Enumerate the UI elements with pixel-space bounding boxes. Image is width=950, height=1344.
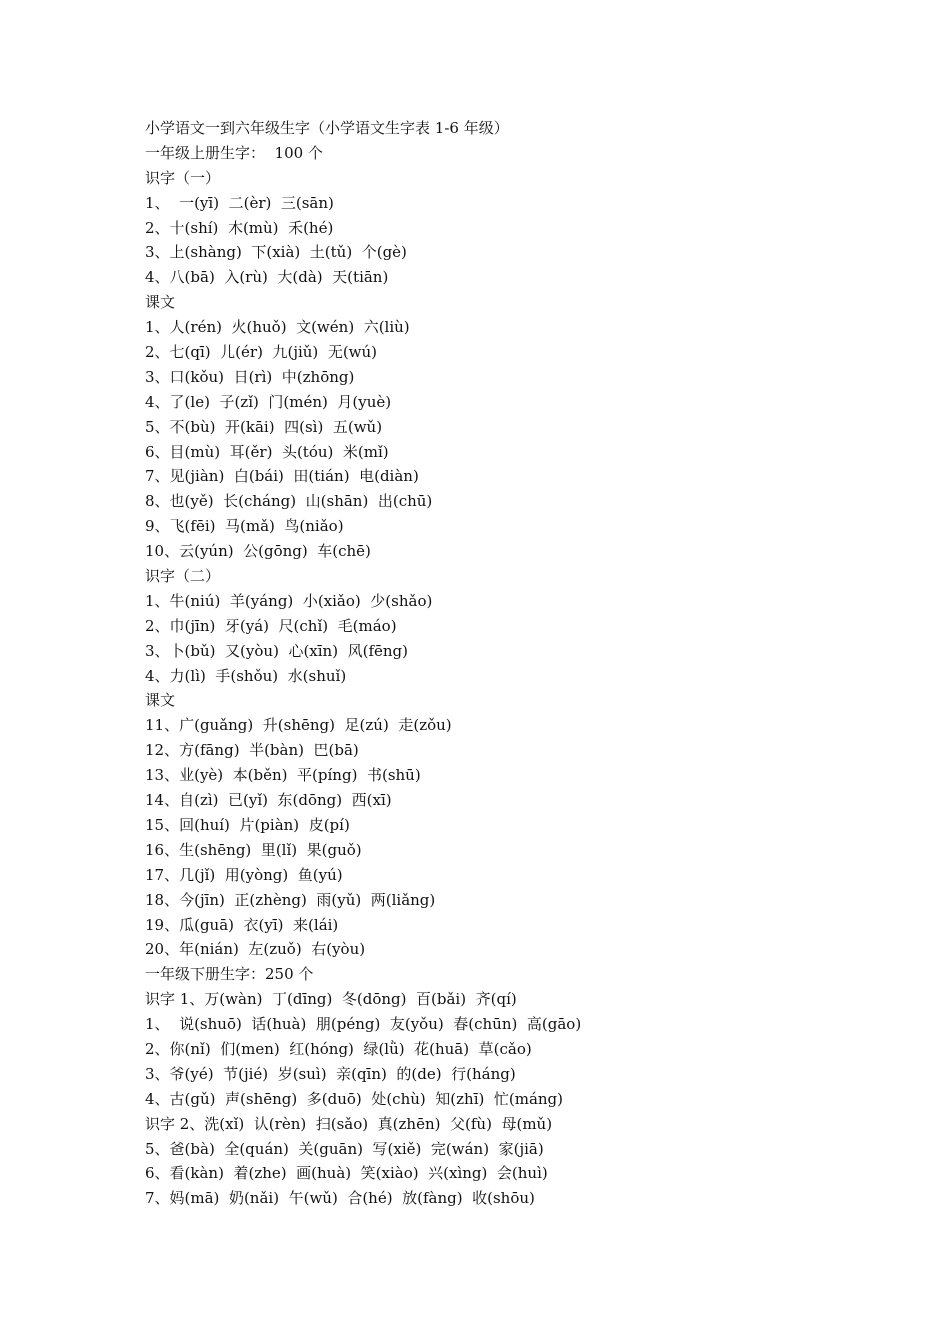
character-row: 2、你(nǐ) 们(men) 红(hóng) 绿(lǜ) 花(huā) 草(cǎo) xyxy=(145,1039,532,1058)
character-row: 2、十(shí) 木(mù) 禾(hé) xyxy=(145,218,334,237)
character-row: 10、云(yún) 公(gōng) 车(chē) xyxy=(145,542,371,561)
character-row: 1、 说(shuō) 话(huà) 朋(péng) 友(yǒu) 春(chūn) 高(gāo) xyxy=(145,1015,582,1034)
character-row: 9、飞(fēi) 马(mǎ) 鸟(niǎo) xyxy=(145,517,344,536)
character-row: 6、看(kàn) 着(zhe) 画(huà) 笑(xiào) 兴(xìng) 会(huì) xyxy=(145,1164,548,1183)
character-row: 16、生(shēng) 里(lǐ) 果(guǒ) xyxy=(145,840,362,859)
character-row: 18、今(jīn) 正(zhèng) 雨(yǔ) 两(liǎng) xyxy=(145,890,436,909)
character-row: 4、古(gǔ) 声(shēng) 多(duō) 处(chù) 知(zhī) 忙(máng) xyxy=(145,1089,564,1108)
section-heading: 一年级上册生字： 100 个 xyxy=(145,143,323,162)
character-row: 8、也(yě) 长(cháng) 山(shān) 出(chū) xyxy=(145,492,433,511)
character-row: 17、几(jǐ) 用(yòng) 鱼(yú) xyxy=(145,865,343,884)
character-row: 13、业(yè) 本(běn) 平(píng) 书(shū) xyxy=(145,766,421,785)
character-row: 12、方(fāng) 半(bàn) 巴(bā) xyxy=(145,741,359,760)
character-row: 19、瓜(guā) 衣(yī) 来(lái) xyxy=(145,915,339,934)
character-row: 20、年(nián) 左(zuǒ) 右(yòu) xyxy=(145,940,366,959)
subsection-heading: 课文 xyxy=(145,293,176,312)
character-row: 3、爷(yé) 节(jié) 岁(suì) 亲(qīn) 的(de) 行(háng) xyxy=(145,1064,516,1083)
character-row: 4、了(le) 子(zǐ) 门(mén) 月(yuè) xyxy=(145,392,392,411)
character-row: 11、广(guǎng) 升(shēng) 足(zú) 走(zǒu) xyxy=(145,716,452,735)
character-row: 1、 一(yī) 二(èr) 三(sān) xyxy=(145,193,334,212)
character-row: 5、不(bù) 开(kāi) 四(sì) 五(wǔ) xyxy=(145,417,383,436)
character-row: 识字 1、万(wàn) 丁(dīng) 冬(dōng) 百(bǎi) 齐(qí) xyxy=(145,990,517,1009)
character-row: 识字 2、洗(xǐ) 认(rèn) 扫(sǎo) 真(zhēn) 父(fù) 母(mǔ) xyxy=(145,1114,553,1133)
character-row: 2、七(qī) 儿(ér) 九(jiǔ) 无(wú) xyxy=(145,343,378,362)
character-row: 4、八(bā) 入(rù) 大(dà) 天(tiān) xyxy=(145,268,389,287)
character-row: 1、牛(niú) 羊(yáng) 小(xiǎo) 少(shǎo) xyxy=(145,591,433,610)
character-row: 4、力(lì) 手(shǒu) 水(shuǐ) xyxy=(145,666,347,685)
subsection-heading: 课文 xyxy=(145,691,176,710)
character-row: 14、自(zì) 已(yǐ) 东(dōng) 西(xī) xyxy=(145,791,392,810)
character-row: 1、人(rén) 火(huǒ) 文(wén) 六(liù) xyxy=(145,318,410,337)
character-row: 6、目(mù) 耳(ěr) 头(tóu) 米(mǐ) xyxy=(145,442,389,461)
character-row: 3、口(kǒu) 日(rì) 中(zhōng) xyxy=(145,367,355,386)
subsection-heading: 识字（一） xyxy=(145,168,221,187)
character-row: 5、爸(bà) 全(quán) 关(guān) 写(xiě) 完(wán) 家(jiā) xyxy=(145,1139,544,1158)
character-row: 2、巾(jīn) 牙(yá) 尺(chǐ) 毛(máo) xyxy=(145,616,397,635)
section-heading: 一年级下册生字：250 个 xyxy=(145,965,314,984)
subsection-heading: 识字（二） xyxy=(145,567,221,586)
character-row: 3、上(shàng) 下(xià) 土(tǔ) 个(gè) xyxy=(145,243,407,262)
character-row: 7、见(jiàn) 白(bái) 田(tián) 电(diàn) xyxy=(145,467,419,486)
character-row: 15、回(huí) 片(piàn) 皮(pí) xyxy=(145,815,350,834)
character-row: 3、卜(bǔ) 又(yòu) 心(xīn) 风(fēng) xyxy=(145,641,409,660)
character-row: 7、妈(mā) 奶(nǎi) 午(wǔ) 合(hé) 放(fàng) 收(shōu) xyxy=(145,1189,535,1208)
document-title: 小学语文一到六年级生字（小学语文生字表 1-6 年级） xyxy=(145,119,509,137)
document-body xyxy=(145,116,905,1211)
